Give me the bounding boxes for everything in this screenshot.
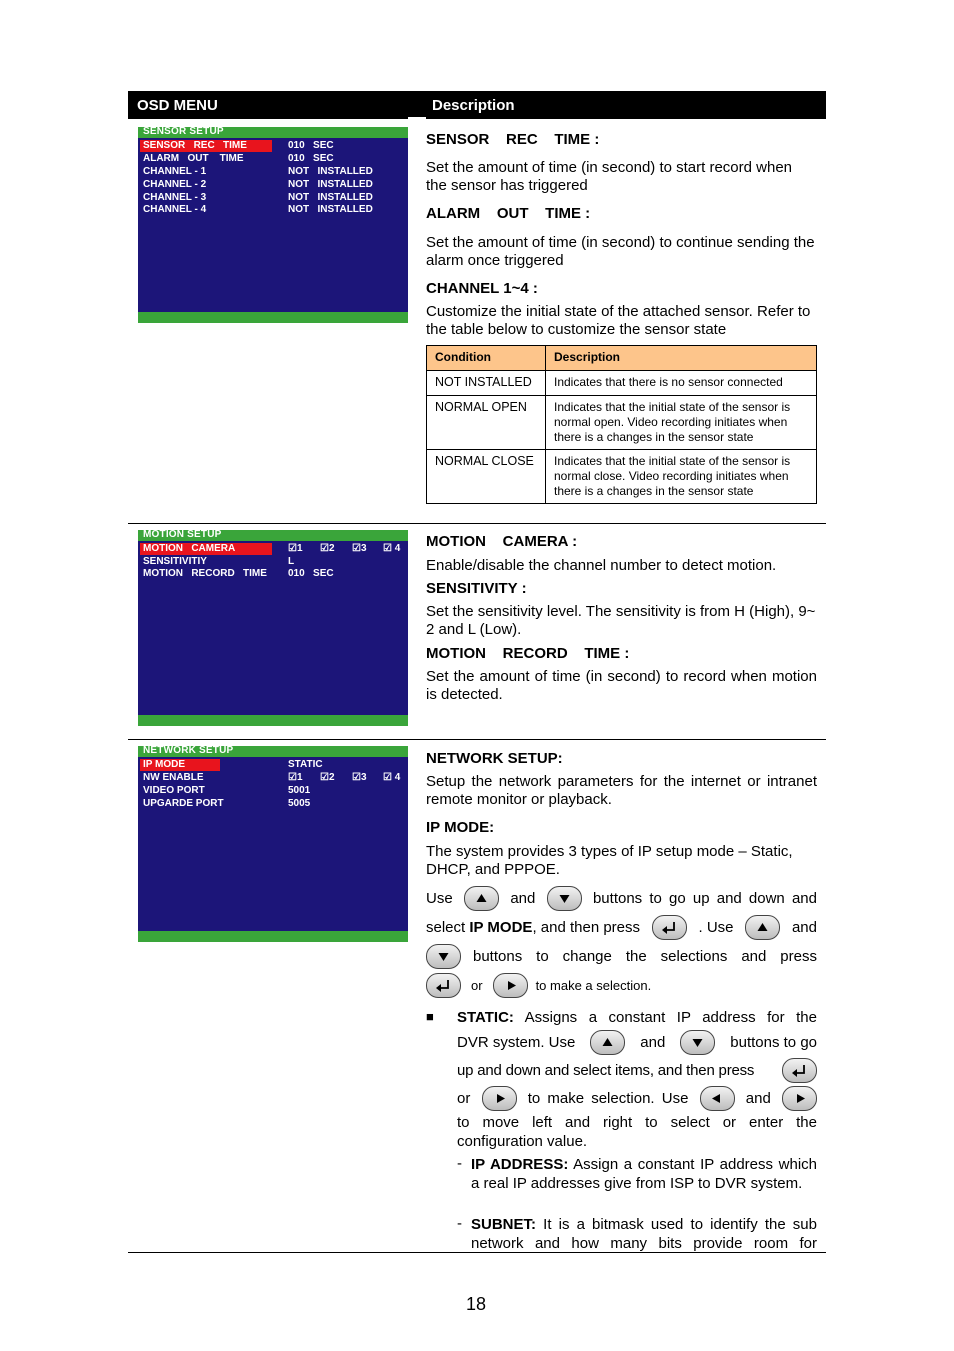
- section-divider: [128, 1252, 826, 1253]
- alarm-out-time-text: Set the amount of time (in second) to continue sending the alarm once triggered: [426, 234, 815, 269]
- osd-footer-bar: [138, 931, 408, 942]
- text: buttons to go: [730, 1033, 817, 1051]
- sensor-setup-osd: [138, 127, 408, 323]
- table-cell: NORMAL CLOSE: [427, 450, 546, 504]
- ip-address-text: IP ADDRESS: Assign a constant IP address which a real IP addresses give from ISP to DVR system.: [471, 1156, 817, 1192]
- osd-row: CHANNEL - 2 NOT INSTALLED: [143, 179, 373, 190]
- sensor-rec-time-text: Set the amount of time (in second) to start record when the sensor has triggered: [426, 159, 793, 194]
- instruction-line: [426, 914, 817, 940]
- table-cell: Indicates that there is no sensor connected: [546, 371, 817, 396]
- osd-footer-bar: [138, 312, 408, 323]
- channel-text: Customize the initial state of the attached sensor. Refer to the table below to customize the sensor state: [426, 303, 811, 338]
- ip-mode-heading: IP MODE:: [426, 819, 495, 836]
- instruction-line: [426, 972, 817, 998]
- osd-row: CHANNEL - 3 NOT INSTALLED: [143, 192, 373, 203]
- table-cell: Indicates that the initial state of the sensor is normal close. Video recording initiates when there is a changes in the sensor state: [546, 450, 817, 504]
- osd-row: MOTION CAMERA ☑1 ☑2 ☑3 ☑ 4: [138, 543, 408, 556]
- up-button-icon: [590, 1030, 625, 1055]
- left-button-icon: [700, 1086, 735, 1111]
- condition-col-header: Condition: [427, 346, 546, 371]
- instruction-line: [457, 1057, 817, 1083]
- osd-row: ALARM OUT TIME 010 SEC: [143, 153, 334, 164]
- table-row: [427, 396, 817, 450]
- instruction-line: [457, 1029, 817, 1055]
- motion-record-time-heading: MOTION RECORD TIME :: [426, 645, 630, 662]
- text: to make a selection.: [535, 977, 652, 993]
- enter-button-icon: [652, 915, 687, 940]
- text: and: [745, 1089, 771, 1107]
- condition-table: [426, 345, 817, 504]
- static-line-1: STATIC: Assigns a constant IP address for the: [457, 1009, 817, 1026]
- right-button-icon: [782, 1086, 817, 1111]
- network-setup-text: Setup the network parameters for the internet or intranet remote monitor or playback.: [426, 773, 817, 808]
- right-button-icon: [482, 1086, 517, 1111]
- motion-setup-osd: [138, 530, 408, 726]
- osd-row: CHANNEL - 4 NOT INSTALLED: [143, 204, 373, 215]
- description-header: Description: [432, 97, 515, 114]
- instruction-line: [457, 1085, 817, 1111]
- down-button-icon: [547, 886, 582, 911]
- up-button-icon: [464, 886, 499, 911]
- text: Use: [426, 889, 453, 907]
- down-button-icon: [426, 944, 461, 969]
- osd-row: VIDEO PORT 5001: [143, 785, 311, 796]
- network-setup-osd: [138, 746, 408, 942]
- table-cell: Indicates that the initial state of the sensor is normal open. Video recording initiates when there is a changes in the sensor state: [546, 396, 817, 450]
- header-divider: [408, 117, 426, 119]
- page-number: 18: [466, 1294, 487, 1314]
- network-setup-heading: NETWORK SETUP:: [426, 750, 563, 767]
- text: and: [510, 889, 536, 907]
- sensor-rec-time-heading: SENSOR REC TIME :: [426, 131, 600, 148]
- dash: -: [457, 1215, 462, 1232]
- table-row: [427, 450, 817, 504]
- osd-row: SENSITIVITIY L: [143, 556, 295, 567]
- osd-row: UPGARDE PORT 5005: [143, 798, 311, 809]
- dash: -: [457, 1155, 462, 1172]
- sensitivity-heading: SENSITIVITY :: [426, 580, 527, 597]
- text: or: [457, 1089, 471, 1107]
- table-cell: NORMAL OPEN: [427, 396, 546, 450]
- osd-row: IP MODE STATIC: [138, 759, 408, 772]
- osd-row: CHANNEL - 1 NOT INSTALLED: [143, 166, 373, 177]
- up-button-icon: [745, 915, 780, 940]
- text: DVR system. Use: [457, 1033, 576, 1051]
- table-header: [128, 91, 826, 119]
- osd-row: NW ENABLE ☑1 ☑2 ☑3 ☑ 4: [143, 772, 401, 783]
- section-divider: [128, 739, 826, 740]
- table-header-row: [427, 346, 817, 371]
- text: to make selection. Use: [527, 1089, 689, 1107]
- down-button-icon: [680, 1030, 715, 1055]
- instruction-line: [426, 943, 817, 969]
- osd-menu-header: OSD MENU: [137, 97, 218, 114]
- osd-row: MOTION RECORD TIME 010 SEC: [143, 568, 334, 579]
- bullet-icon: ■: [426, 1009, 434, 1024]
- description-col-header: Description: [546, 346, 817, 371]
- motion-record-time-text: Set the amount of time (in second) to record when motion is detected.: [426, 668, 817, 703]
- osd-row: SENSOR REC TIME 010 SEC: [138, 140, 408, 153]
- osd-title-bar: SENSOR SETUP: [138, 127, 408, 138]
- text: select IP MODE, and then press: [426, 918, 641, 936]
- sensitivity-text: Set the sensitivity level. The sensitivity is from H (High), 9~ 2 and L (Low).: [426, 603, 816, 638]
- subnet-text: SUBNET: It is a bitmask used to identify the sub network and how many bits provide room for: [471, 1216, 817, 1252]
- osd-footer-bar: [138, 715, 408, 726]
- motion-camera-heading: MOTION CAMERA :: [426, 533, 578, 550]
- text: buttons to change the selections and press: [473, 947, 817, 965]
- text: . Use: [698, 918, 734, 936]
- channel-heading: CHANNEL 1~4 :: [426, 280, 538, 297]
- section-divider: [128, 523, 826, 524]
- text: or: [471, 977, 483, 993]
- text: and: [640, 1033, 666, 1051]
- right-button-icon: [493, 973, 528, 998]
- motion-camera-text: Enable/disable the channel number to detect motion.: [426, 557, 777, 574]
- ip-mode-text: The system provides 3 types of IP setup mode – Static, DHCP, and PPPOE.: [426, 843, 793, 878]
- enter-button-icon: [782, 1058, 817, 1083]
- text: buttons to go up and down and: [592, 889, 817, 907]
- static-line-5: to move left and right to select or enter the configuration value.: [457, 1114, 817, 1150]
- text: and: [791, 918, 817, 936]
- table-row: [427, 371, 817, 396]
- enter-button-icon: [426, 973, 461, 998]
- osd-title-bar: MOTION SETUP: [138, 530, 408, 541]
- table-cell: NOT INSTALLED: [427, 371, 546, 396]
- osd-title-bar: NETWORK SETUP: [138, 746, 408, 757]
- text: up and down and select items, and then press: [457, 1061, 755, 1079]
- instruction-line: [426, 885, 817, 911]
- alarm-out-time-heading: ALARM OUT TIME :: [426, 205, 591, 222]
